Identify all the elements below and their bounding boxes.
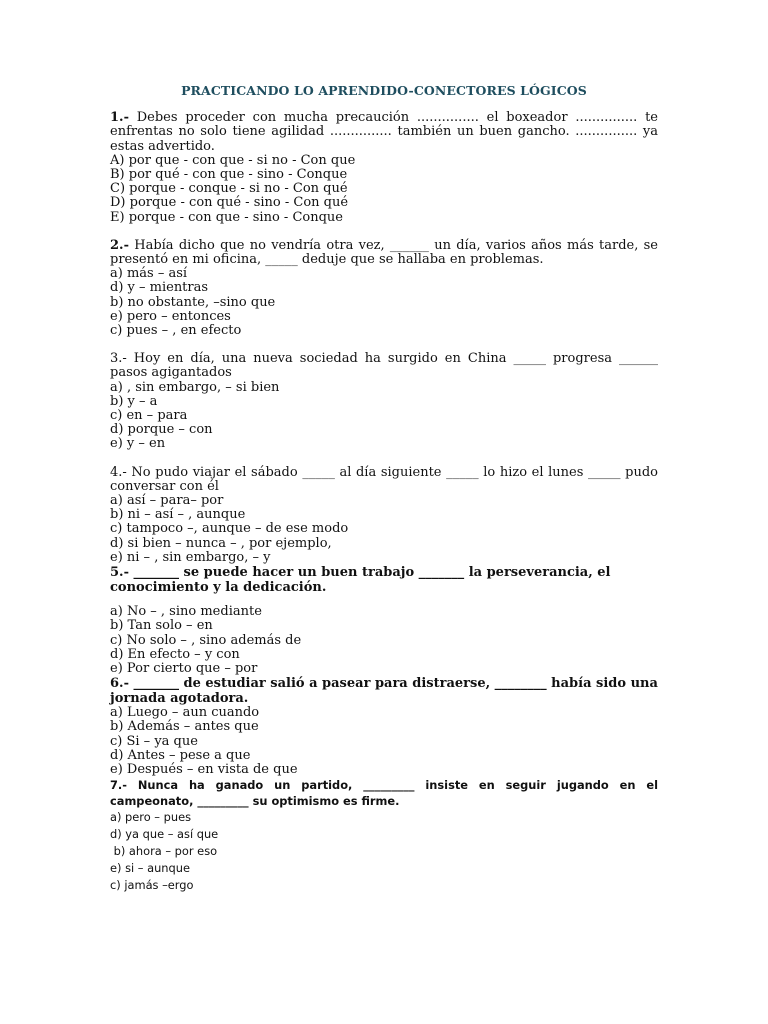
option: e) y – en — [110, 436, 166, 452]
question-2 — [110, 239, 658, 338]
option: b) y – a — [110, 393, 158, 409]
option: C) porque - conque - si no - Con qué — [110, 181, 348, 197]
question-3 — [110, 352, 658, 451]
option: e) Por cierto que – por — [110, 660, 258, 676]
option: c) No solo – , sino además de — [110, 632, 302, 648]
question-2-stem — [110, 239, 658, 267]
question-6 — [110, 676, 658, 777]
option: a) pero – pues — [110, 810, 192, 825]
option: c) tampoco –, aunque – de ese modo — [110, 521, 349, 537]
option: b) ni – así – , aunque — [110, 507, 246, 523]
question-4 — [110, 466, 658, 565]
question-2-number: 2.- — [110, 237, 129, 253]
option: c) Si – ya que — [110, 733, 198, 749]
question-6-stem: 6.- _______ de estudiar salió a pasear para distraerse, ________ había sido una jornada agotadora. — [110, 676, 658, 707]
option: b) ahora – por eso — [110, 844, 218, 859]
option: D) porque - con qué - sino - Con qué — [110, 195, 349, 211]
option: d) y – mientras — [110, 280, 209, 296]
option: b) Tan solo – en — [110, 618, 213, 634]
option: e) pero – entonces — [110, 308, 231, 324]
option: b) Además – antes que — [110, 719, 259, 735]
question-2-text: Había dicho que no vendría otra vez, ______ un día, varios años más tarde, se presentó en mi oficina, _____ deduje que se hallaba en problemas. — [110, 237, 658, 268]
option: B) por qué - con que - sino - Conque — [110, 167, 348, 183]
document-title: PRACTICANDO LO APRENDIDO-CONECTORES LÓGICOS — [181, 83, 587, 98]
question-1 — [110, 111, 658, 225]
option: a) Luego – aun cuando — [110, 705, 260, 721]
option: c) jamás –ergo — [110, 878, 194, 893]
option: e) si – aunque — [110, 861, 190, 876]
question-7 — [110, 777, 658, 894]
option: e) Después – en vista de que — [110, 761, 298, 777]
option: e) ni – , sin embargo, – y — [110, 549, 271, 565]
question-1-stem — [110, 111, 658, 154]
option: a) No – , sino mediante — [110, 604, 262, 620]
question-7-stem: 7.- Nunca ha ganado un partido, _________ insiste en seguir jugando en el campeonato, _________ su optimismo es firme. — [110, 778, 658, 809]
question-5-stem: 5.- _______ se puede hacer un buen trabajo _______ la perseverancia, el conocimiento y la dedicación. — [110, 565, 611, 596]
question-4-stem: 4.- No pudo viajar el sábado _____ al día siguiente _____ lo hizo el lunes _____ pudo conversar con él — [110, 464, 658, 494]
option: A) por que - con que - si no - Con que — [110, 152, 356, 168]
option: E) porque - con que - sino - Conque — [110, 209, 343, 225]
question-1-number: 1.- — [110, 110, 129, 126]
option: d) si bien – nunca – , por ejemplo, — [110, 535, 332, 551]
question-3-stem: 3.- Hoy en día, una nueva sociedad ha surgido en China _____ progresa ______ pasos agigantados — [110, 351, 658, 381]
option: c) en – para — [110, 408, 188, 424]
question-1-text: Debes proceder con mucha precaución ............... el boxeador ............... te enfrentas no solo tiene agilidad ............... también un buen gancho. ............... ya estas advertido. — [110, 110, 658, 154]
option: b) no obstante, –sino que — [110, 294, 276, 310]
option: a) así – para– por — [110, 493, 224, 509]
option: c) pues – , en efecto — [110, 323, 242, 339]
option: d) En efecto – y con — [110, 646, 240, 662]
option: a) más – así — [110, 266, 188, 282]
option: d) ya que – así que — [110, 827, 219, 842]
option: d) Antes – pese a que — [110, 747, 251, 763]
option: a) , sin embargo, – si bien — [110, 379, 280, 395]
question-5 — [110, 565, 658, 676]
option: d) porque – con — [110, 422, 213, 438]
document-page — [110, 84, 658, 894]
